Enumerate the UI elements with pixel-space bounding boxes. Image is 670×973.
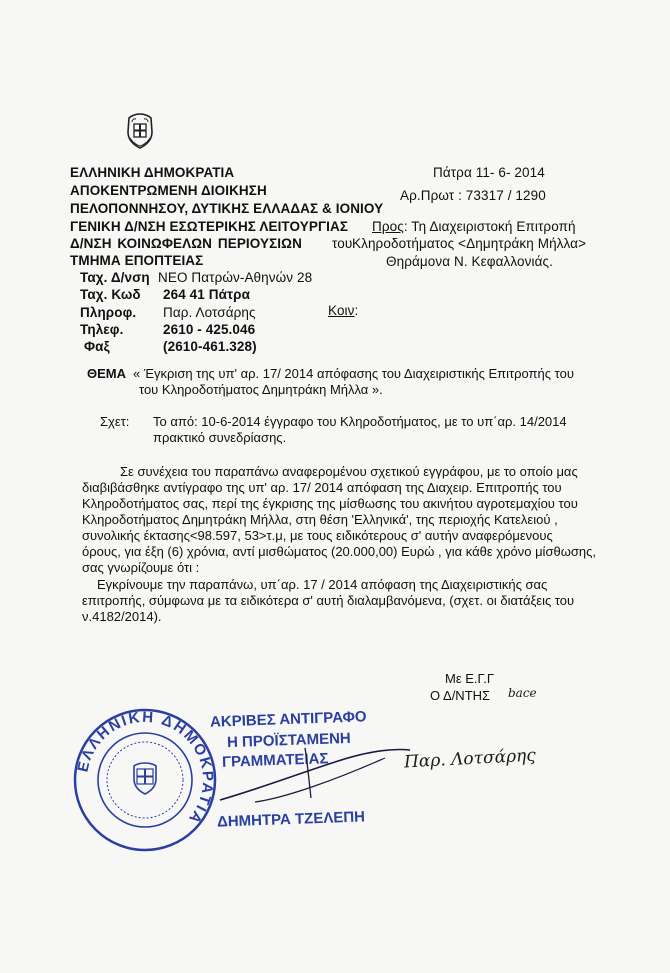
- official-round-seal: [70, 705, 220, 855]
- signature-flourish: [215, 740, 415, 810]
- stamp-name: ΔΗΜΗΤΡΑ ΤΖΕΛΕΠΗ: [216, 808, 366, 831]
- body-line-5: συνολικής έκτασης<98.597, 53>τ.μ, με τους ειδικότερους σ' αυτήν αναφερόμενους: [82, 528, 553, 543]
- contact-label-zip: Ταχ. Κωδ: [80, 287, 141, 302]
- secretary-signature: Παρ. Λοτσάρης: [403, 745, 537, 773]
- closing-line-1: Με Ε.Γ.Γ: [445, 671, 495, 686]
- protocol-number: Αρ.Πρωτ : 73317 / 1290: [400, 188, 546, 203]
- recipient-line-2: Κληροδοτήματος <Δημητράκη Μήλλα>: [352, 236, 587, 251]
- body2-line-3: ν.4182/2014).: [82, 609, 162, 624]
- svg-text:ΕΛΛΗΝΙΚΗ ΔΗΜΟΚΡΑΤΙΑ: [74, 709, 216, 828]
- subject-line-2: του Κληροδοτήματος Δημητράκη Μήλλα ».: [139, 382, 383, 397]
- contact-value-info: Παρ. Λοτσάρης: [163, 305, 256, 320]
- letter-date: Πάτρα 11- 6- 2014: [433, 165, 545, 180]
- closing-line-2: Ο Δ/ΝΤΗΣ: [430, 688, 491, 703]
- body-line-6: όρους, για έξη (6) χρόνια, αντί μισθώματος (20.000,00) Ευρώ , για κάθε χρόνο μίσθωσης,: [82, 544, 596, 559]
- recipient-line-3: Θηράμονα Ν. Κεφαλλονιάς.: [386, 254, 553, 269]
- body-line-1: Σε συνέχεια του παραπάνω αναφερομένου σχετικού εγγράφου, με το οποίο μας: [120, 464, 578, 479]
- contact-value-address: ΝΕΟ Πατρών-Αθηνών 28: [158, 270, 313, 285]
- recipient-label: [372, 219, 576, 234]
- header-line-2: ΑΠΟΚΕΝΤΡΩΜΕΝΗ ΔΙΟΙΚΗΣΗ: [70, 183, 267, 198]
- director-signature: bace: [508, 686, 537, 700]
- header-line-6: ΤΜΗΜΑ ΕΠΟΠΤΕΙΑΣ: [70, 253, 204, 268]
- subject-line-1: « Έγκριση της υπ' αρ. 17/ 2014 απόφασης του Διαχειριστικής Επιτροπής του: [133, 366, 574, 381]
- to-label: Προς: [372, 219, 404, 234]
- body2-line-2: επιτροπής, σύμφωνα με τα ειδικότερα σ' αυτή διαλαμβανόμενα, (σχετ. οι διατάξεις του: [82, 593, 575, 608]
- body2-line-1: Εγκρίνουμε την παραπάνω, υπ΄αρ. 17 / 2014 απόφαση της Διαχειριστικής σας: [97, 577, 548, 592]
- header-line-5: Δ/ΝΣΗ ΚΟΙΝΩΦΕΛΩΝ ΠΕΡΙΟΥΣΙΩΝ: [70, 236, 302, 251]
- contact-label-info: Πληροφ.: [80, 305, 137, 320]
- contact-label-fax: Φαξ: [84, 339, 110, 354]
- body-line-2: διαβιβάσθηκε αντίγραφο της υπ' αρ. 17/ 2014 απόφαση της Διαχειρ. Επιτροπής του: [82, 480, 562, 495]
- contact-value-phone: 2610 - 425.046: [163, 322, 256, 337]
- related-line-2: πρακτικό συνεδρίασης.: [153, 430, 287, 445]
- contact-label-address: Ταχ. Δ/νση: [80, 270, 150, 285]
- body-line-3: Κληροδοτήματος σας, περί της έγκρισης της μίσθωσης του ακινήτου αγροτεμαχίου του: [82, 496, 578, 511]
- cc-colon: :: [354, 303, 359, 318]
- subject-label: ΘΕΜΑ: [87, 366, 126, 381]
- related-label: Σχετ:: [100, 414, 130, 429]
- header-line-3: ΠΕΛΟΠΟΝΝΗΣΟΥ, ΔΥΤΙΚΗΣ ΕΛΛΑΔΑΣ & ΙΟΝΙΟΥ: [70, 201, 384, 216]
- recipient-prefix: του: [332, 236, 353, 251]
- contact-value-zip: 264 41 Πάτρα: [163, 287, 250, 302]
- stamp-line-3: ΓΡΑΜΜΑΤΕΙΑΣ: [221, 750, 329, 771]
- header-line-4: ΓΕΝΙΚΗ Δ/ΝΣΗ ΕΣΩΤΕΡΙΚΗΣ ΛΕΙΤΟΥΡΓΙΑΣ: [70, 219, 349, 234]
- contact-label-phone: Τηλεφ.: [80, 322, 124, 337]
- seal-ring-text: ΕΛΛΗΝΙΚΗ ΔΗΜΟΚΡΑΤΙΑ: [74, 708, 217, 828]
- greek-coat-of-arms-icon: [124, 112, 156, 150]
- cc-label: [328, 303, 358, 318]
- cc-label-text: Κοιν: [328, 303, 355, 318]
- body-line-7: σας γνωρίζουμε ότι :: [82, 560, 200, 575]
- contact-value-fax: (2610-461.328): [163, 339, 257, 354]
- stamp-line-1: ΑΚΡΙΒΕΣ ΑΝΤΙΓΡΑΦΟ: [209, 708, 367, 731]
- related-line-1: Το από: 10-6-2014 έγγραφο του Κληροδοτήματος, με το υπ΄αρ. 14/2014: [153, 414, 567, 429]
- stamp-line-2: Η ΠΡΟΪΣΤΑΜΕΝΗ: [226, 729, 351, 752]
- header-line-1: ΕΛΛΗΝΙΚΗ ΔΗΜΟΚΡΑΤΙΑ: [70, 165, 235, 180]
- recipient-line-1: : Τη Διαχειριστοκή Επιτροπή: [403, 219, 576, 234]
- body-line-4: Κληροδοτήματος Δημητράκη Μήλλα, στη θέση 'Ελληνικά', της περιοχής Κατελειού ,: [82, 512, 558, 527]
